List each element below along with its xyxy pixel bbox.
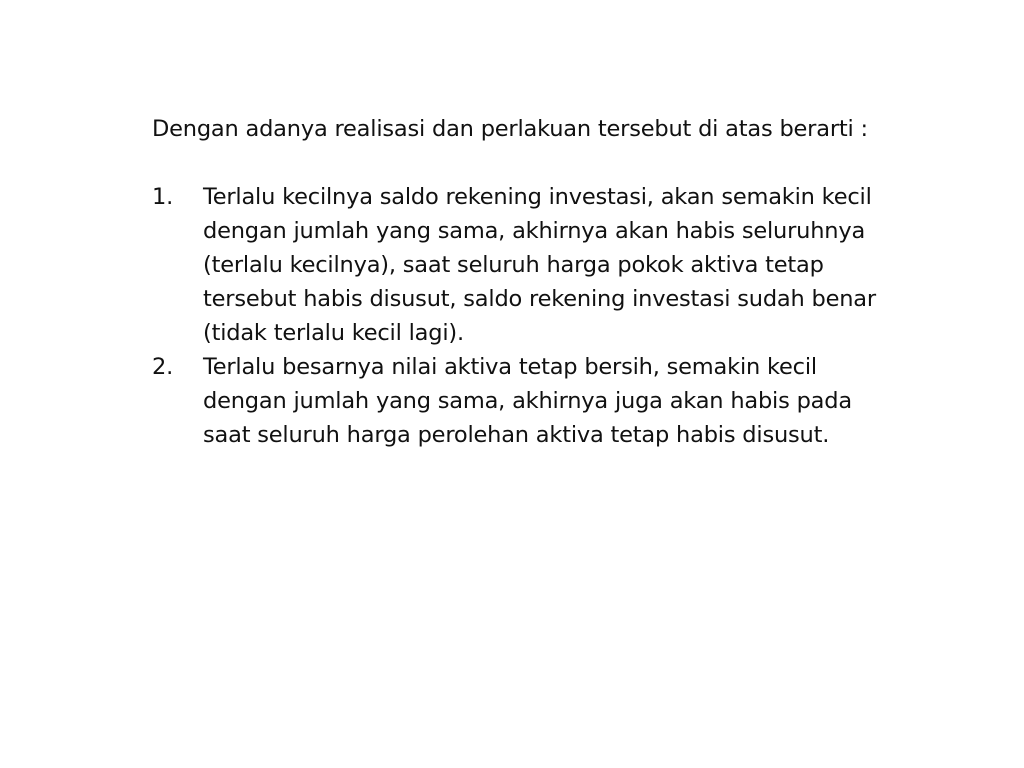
list-item-text — [203, 180, 972, 350]
list-item — [152, 350, 972, 452]
slide-content — [152, 112, 972, 452]
text-line: Terlalu kecilnya saldo rekening investasi, akan semakin kecil — [203, 184, 872, 210]
list-item-text — [203, 350, 972, 452]
list-item-number: 2. — [152, 354, 174, 380]
text-line: tersebut habis disusut, saldo rekening investasi sudah benar — [203, 286, 876, 312]
text-line: dengan jumlah yang sama, akhirnya juga akan habis pada — [203, 388, 852, 414]
list-item — [152, 180, 972, 350]
text-line: Terlalu besarnya nilai aktiva tetap bersih, semakin kecil — [203, 354, 817, 380]
numbered-list — [152, 180, 972, 452]
text-line: (terlalu kecilnya), saat seluruh harga pokok aktiva tetap — [203, 252, 824, 278]
text-line: dengan jumlah yang sama, akhirnya akan habis seluruhnya — [203, 218, 866, 244]
text-line: saat seluruh harga perolehan aktiva tetap habis disusut. — [203, 422, 830, 448]
intro-text: Dengan adanya realisasi dan perlakuan tersebut di atas berarti : — [152, 116, 868, 142]
list-item-number: 1. — [152, 184, 174, 210]
text-line: (tidak terlalu kecil lagi). — [203, 320, 464, 346]
spacer — [152, 146, 972, 180]
